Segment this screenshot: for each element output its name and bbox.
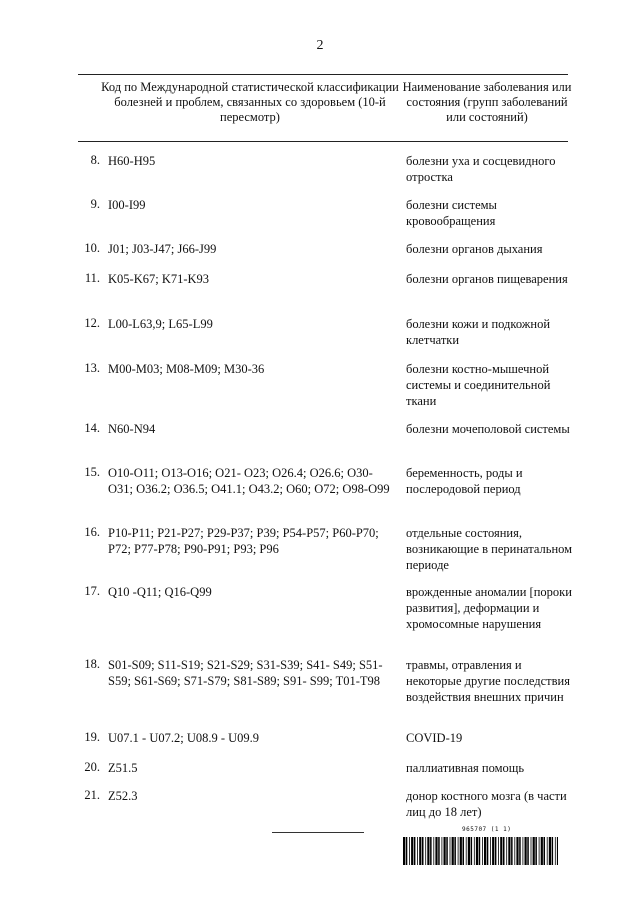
row-number: 12. [84,316,100,330]
barcode-number: 965707 (1 1) [462,826,512,833]
row-code: M00-M03; M08-M09; M30-36 [108,362,265,376]
row-code: I00-I99 [108,198,146,212]
table-header-rule [78,141,568,142]
header-code-column: Код по Международной статистической классификации болезней и проблем, связанных со здоровьем (10-й пересмотр) [101,80,399,124]
row-code: S01-S09; S11-S19; S21-S29; S31-S39; S41- S49; S51-S59; S61-S69; S71-S79; S81-S89; S91- S99; T01-T98 [108,658,383,688]
row-name: болезни кожи и подкожной клетчатки [406,317,551,347]
row-code: N60-N94 [108,422,156,436]
footer-signature-line [272,832,364,833]
row-code: L00-L63,9; L65-L99 [108,317,213,331]
row-code: Q10 -Q11; Q16-Q99 [108,585,212,599]
barcode-icon [403,837,558,865]
row-name: беременность, роды и послеродовой период [406,466,523,496]
row-code: U07.1 - U07.2; U08.9 - U09.9 [108,731,260,745]
row-code: O10-O11; O13-O16; O21- O23; O26.4; O26.6; O30-O31; O36.2; O36.5; O41.1; O43.2; O60; O72; O98-O99 [108,466,390,496]
row-number: 19. [84,730,100,744]
row-number: 16. [84,525,100,539]
row-code: H60-H95 [108,154,156,168]
row-code: P10-P11; P21-P27; P29-P37; P39; P54-P57; P60-P70; P72; P77-P78; P90-P91; P93; P96 [108,526,379,556]
row-number: 21. [84,788,100,802]
row-number: 13. [84,361,100,375]
row-number: 11. [84,271,100,285]
row-number: 20. [84,760,100,774]
row-name: болезни уха и сосцевидного отростка [406,154,556,184]
row-name: болезни органов пищеварения [406,272,568,286]
row-number: 8. [90,153,100,167]
row-name: донор костного мозга (в части лиц до 18 лет) [406,789,567,819]
row-name: болезни мочеполовой системы [406,422,570,436]
row-name: болезни костно-мышечной системы и соединительной ткани [406,362,551,408]
header-name-column: Наименование заболевания или состояния (групп заболеваний или состояний) [402,80,572,124]
row-name: COVID-19 [406,731,463,745]
table-top-rule [78,74,568,75]
row-code: Z51.5 [108,761,138,775]
row-name: болезни органов дыхания [406,242,543,256]
row-name: паллиативная помощь [406,761,525,775]
row-name: отдельные состояния, возникающие в перинатальном периоде [406,526,573,572]
row-name: болезни системы кровообращения [406,198,497,228]
row-number: 14. [84,421,100,435]
row-number: 9. [90,197,100,211]
row-number: 17. [84,584,100,598]
page-number: 2 [316,38,324,53]
row-name: врожденные аномалии [пороки развития], деформации и хромосомные нарушения [406,585,572,631]
row-number: 15. [84,465,100,479]
row-code: Z52.3 [108,789,138,803]
row-number: 10. [84,241,100,255]
row-code: K05-K67; K71-K93 [108,272,210,286]
row-name: травмы, отравления и некоторые другие последствия воздействия внешних причин [406,658,570,704]
row-code: J01; J03-J47; J66-J99 [108,242,217,256]
row-number: 18. [84,657,100,671]
